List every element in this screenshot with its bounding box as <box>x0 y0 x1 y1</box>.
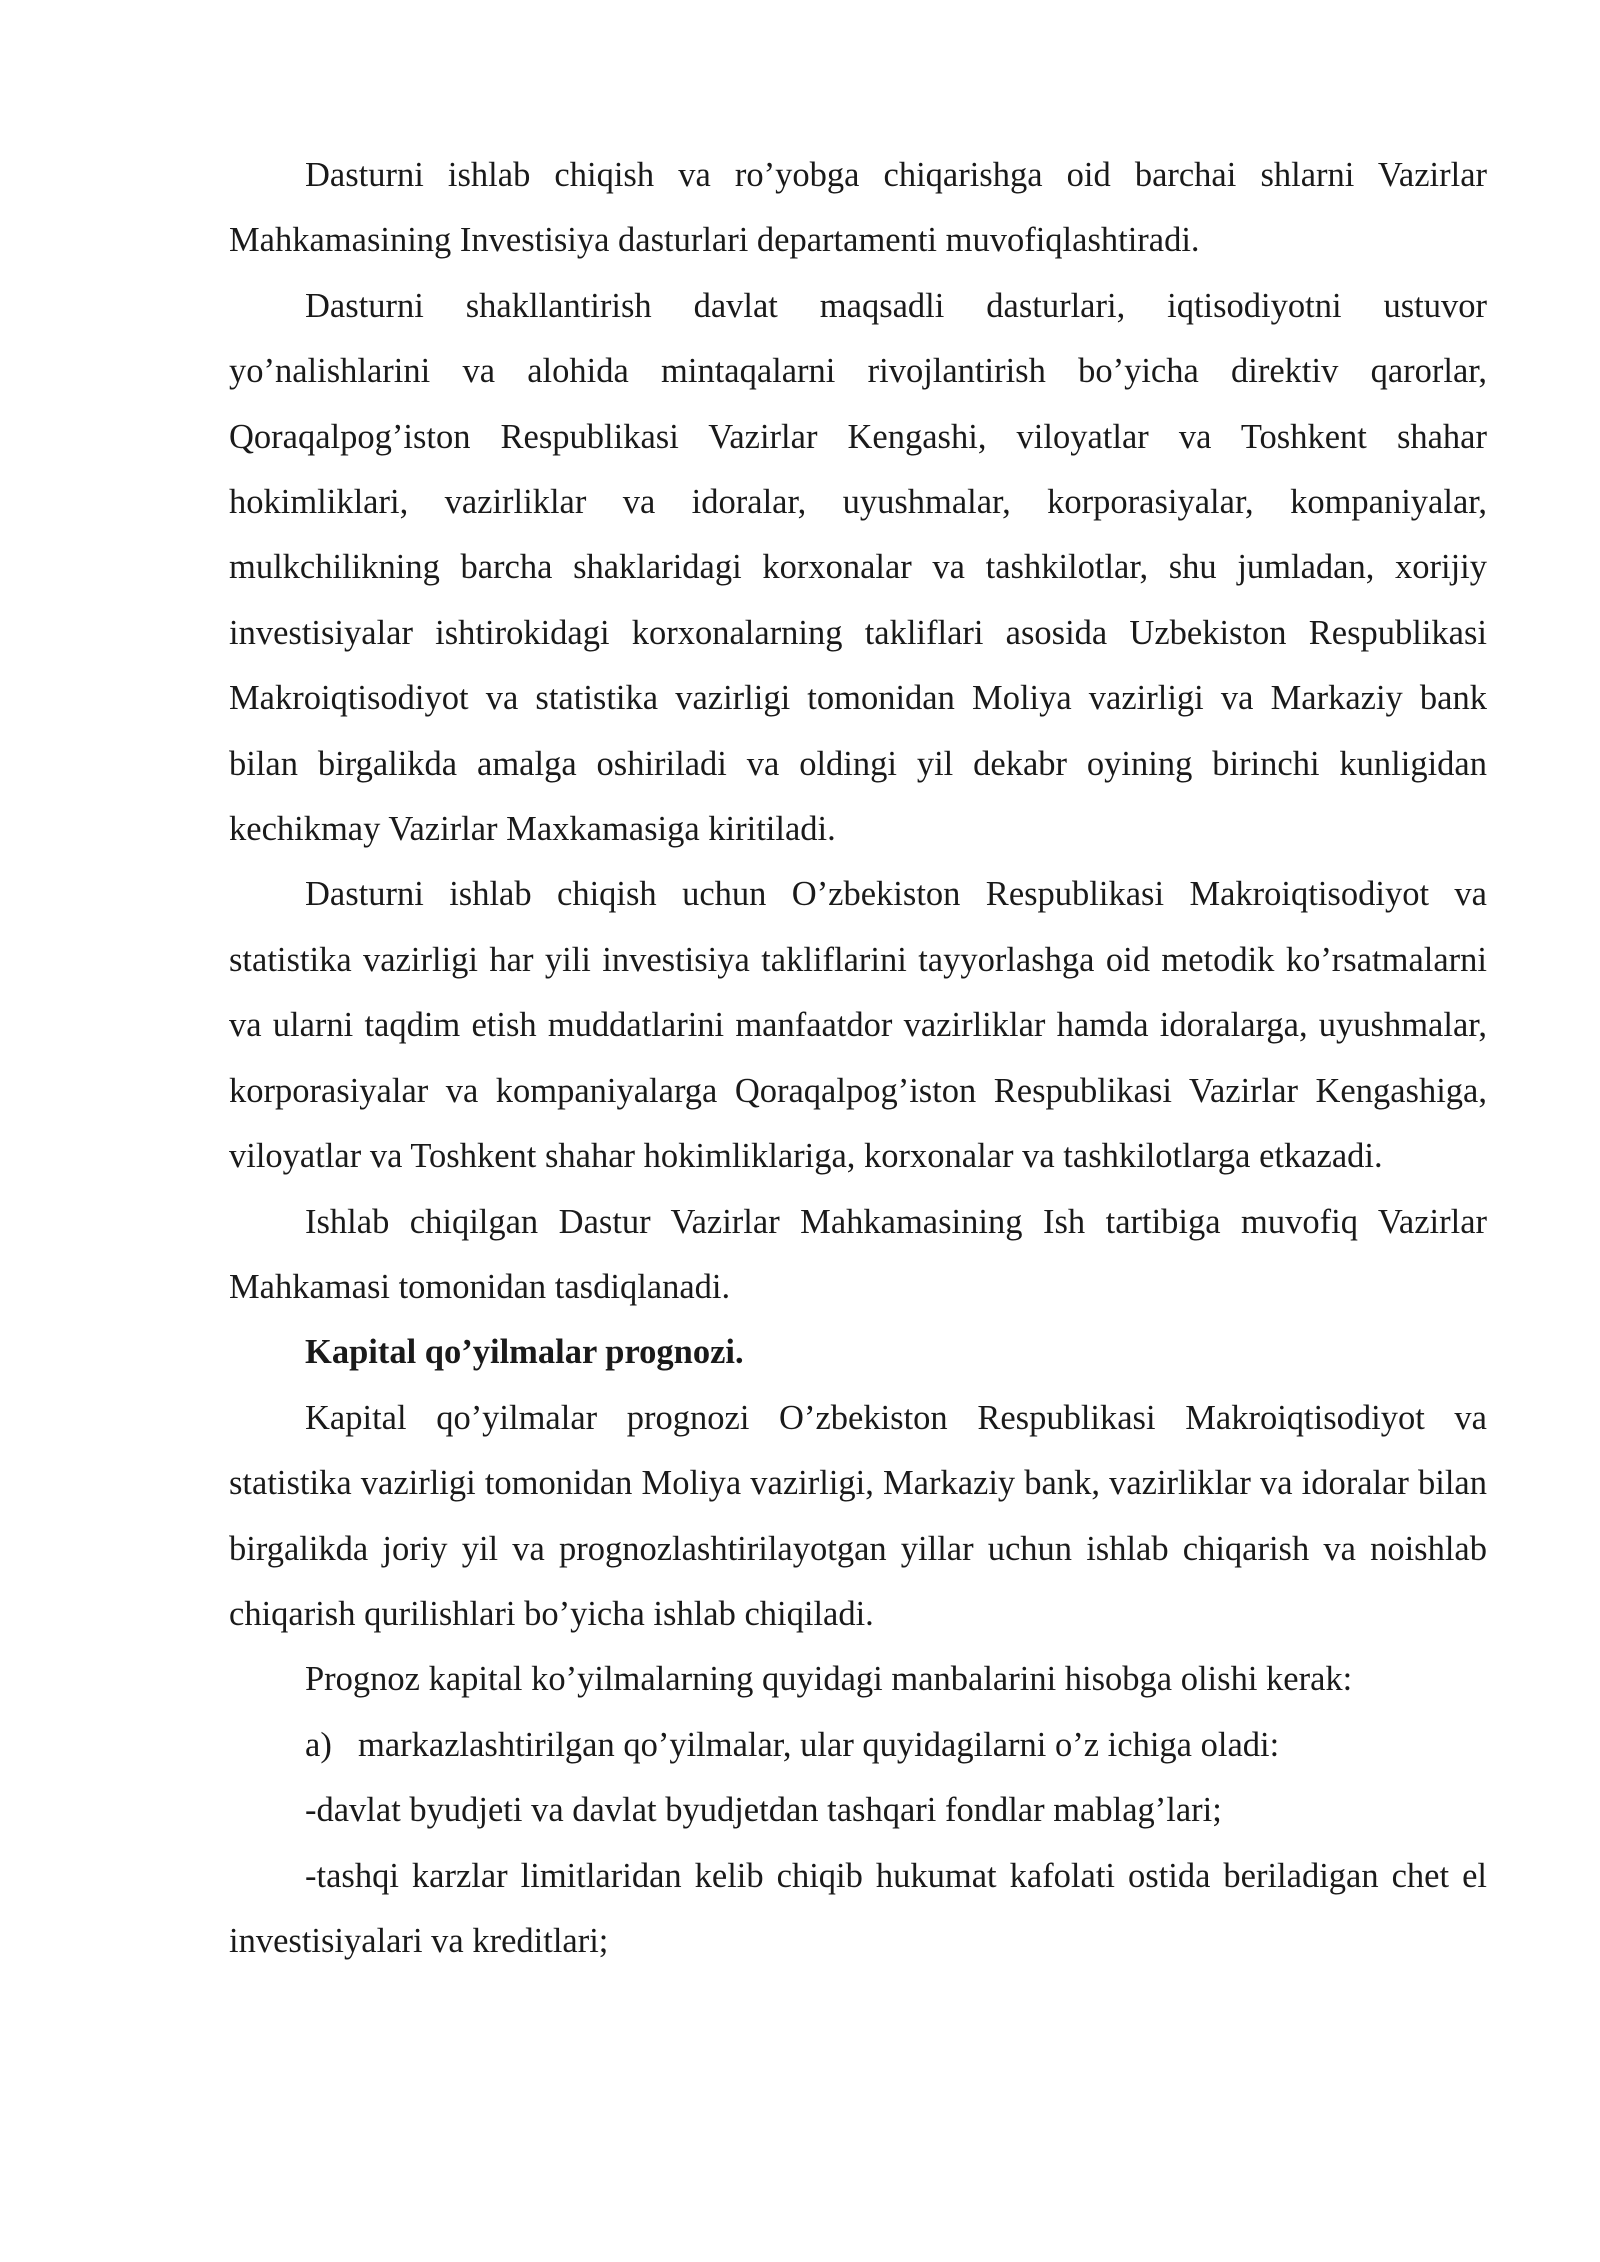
document-body <box>229 143 1487 1974</box>
list-item <box>229 1713 1487 1778</box>
dash-item: -davlat byudjeti va davlat byudjetdan tashqari fondlar mablag’lari; <box>305 1791 1222 1830</box>
paragraph: Dasturni ishlab chiqish uchun O’zbekiston Respublikasi Makroiqtisodiyot va statistika vazirligi har yili investisiya takliflarini tayyorlashga oid metodik ko’rsatmalarni va ularni taqdim etish muddatlarini manfaatdor vazirliklar hamda idoralarga, uyushmalar, korporasiyalar va kompaniyalarga Qoraqalpog’iston Respublikasi Vazirlar Kengashiga, viloyatlar va Toshkent shahar hokimliklariga, korxonalar va tashkilotlarga etkazadi. <box>229 875 1487 1176</box>
paragraph: Kapital qo’yilmalar prognozi O’zbekiston Respublikasi Makroiqtisodiyot va statistika vazirligi tomonidan Moliya vazirligi, Markaziy bank, vazirliklar va idoralar bilan birgalikda joriy yil va prognozlashtirilayotgan yillar uchun ishlab chiqarish va noishlab chiqarish qurilishlari bo’yicha ishlab chiqiladi. <box>229 1398 1487 1633</box>
list-item-text: markazlashtirilgan qo’yilmalar, ular quyidagilarni o’z ichiga oladi: <box>358 1725 1280 1764</box>
section-heading: Kapital qo’yilmalar prognozi. <box>305 1333 744 1372</box>
paragraph: Prognoz kapital ko’yilmalarning quyidagi manbalarini hisobga olishi kerak: <box>305 1660 1353 1699</box>
list-marker: a) <box>305 1725 332 1764</box>
paragraph: Dasturni ishlab chiqish va ro’yobga chiqarishga oid barchai shlarni Vazirlar Mahkamasining Investisiya dasturlari departamenti muvofiqlashtiradi. <box>229 156 1487 260</box>
paragraph: Ishlab chiqilgan Dastur Vazirlar Mahkamasining Ish tartibiga muvofiq Vazirlar Mahkamasi tomonidan tasdiqlanadi. <box>229 1202 1487 1306</box>
paragraph: Dasturni shakllantirish davlat maqsadli dasturlari, iqtisodiyotni ustuvor yo’nalishlarini va alohida mintaqalarni rivojlantirish bo’yicha direktiv qarorlar, Qoraqalpog’iston Respublikasi Vazirlar Kengashi, viloyatlar va Toshkent shahar hokimliklari, vazirliklar va idoralar, uyushmalar, korporasiyalar, kompaniyalar, mulkchilikning barcha shaklaridagi korxonalar va tashkilotlar, shu jumladan, xorijiy investisiyalar ishtirokidagi korxonalarning takliflari asosida Uzbekiston Respublikasi Makroiqtisodiyot va statistika vazirligi tomonidan Moliya vazirligi va Markaziy bank bilan birgalikda amalga oshiriladi va oldingi yil dekabr oyining birinchi kunligidan kechikmay Vazirlar Maxkamasiga kiritiladi. <box>229 286 1487 849</box>
dash-item: -tashqi karzlar limitlaridan kelib chiqib hukumat kafolati ostida beriladigan chet el investisiyalari va kreditlari; <box>229 1856 1487 1960</box>
